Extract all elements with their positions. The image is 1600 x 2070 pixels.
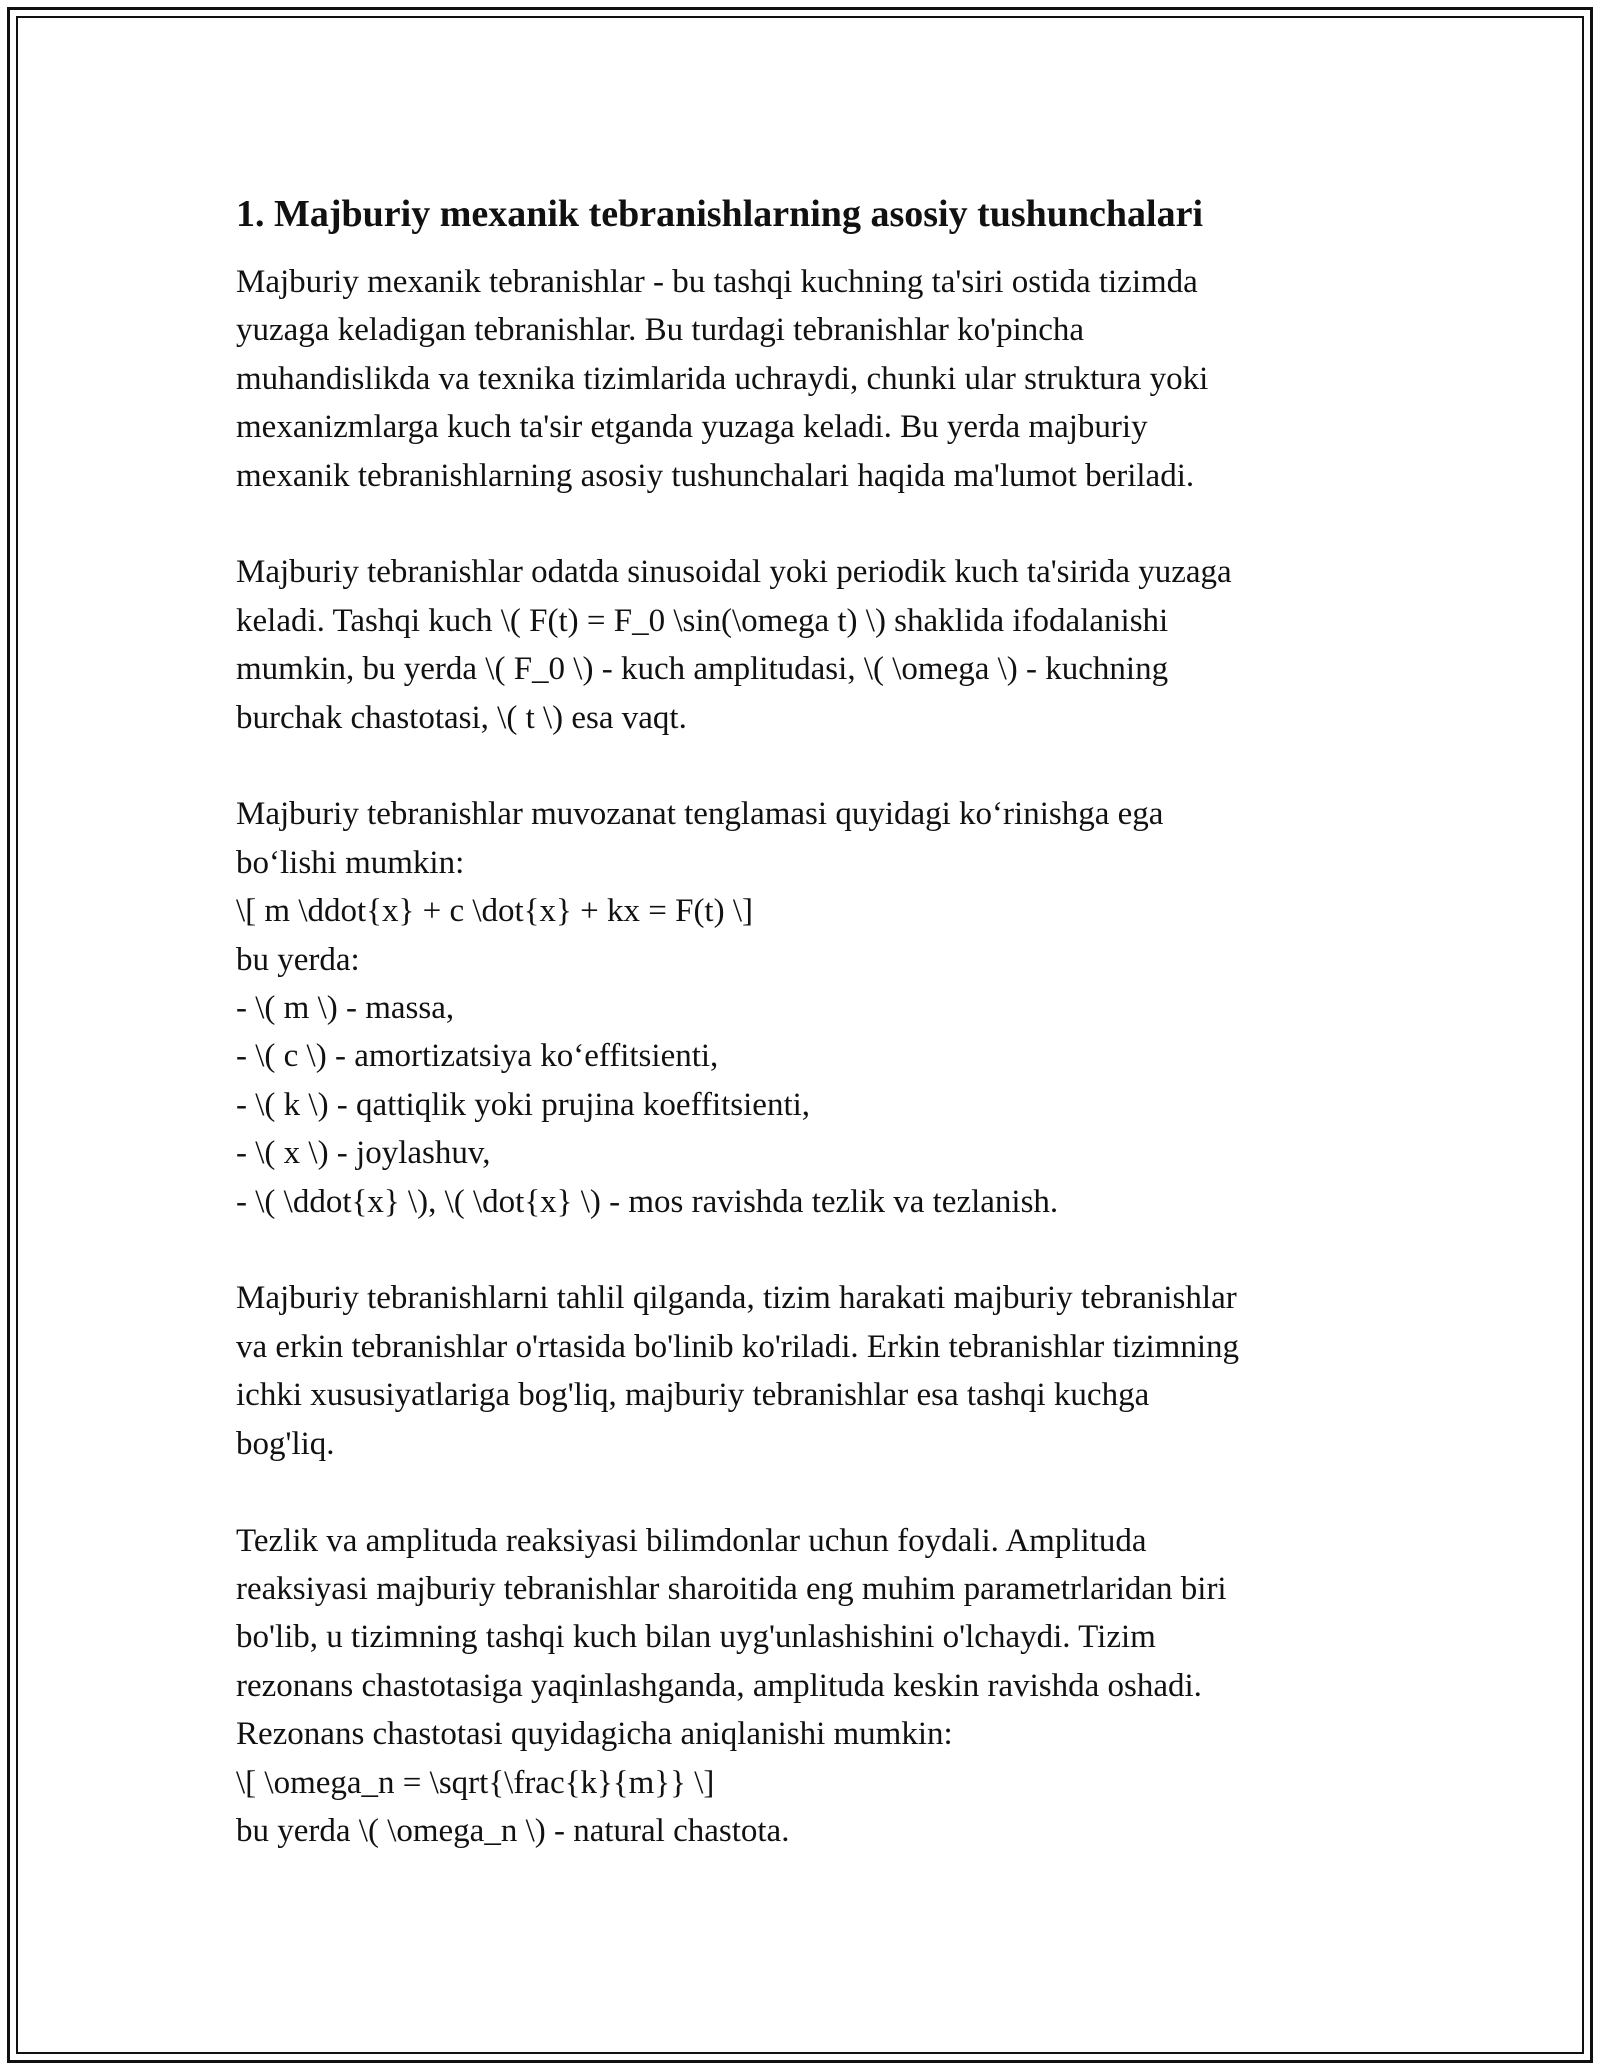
equation-line: \[ \omega_n = \sqrt{\frac{k}{m}} \]	[236, 1764, 715, 1801]
list-item: - \( c \) - amortizatsiya koʻeffitsienti,	[236, 1038, 719, 1075]
text-line: muhandislikda va texnika tizimlarida uchraydi, chunki ular struktura yoki	[236, 360, 1209, 397]
text-line: Majburiy tebranishlar odatda sinusoidal yoki periodik kuch ta'sirida yuzaga	[236, 554, 1232, 591]
text-line: burchak chastotasi, \( t \) esa vaqt.	[236, 699, 687, 736]
document-body	[236, 188, 1376, 1904]
text-line: Majburiy mexanik tebranishlar - bu tashqi kuchning ta'siri ostida tizimda	[236, 264, 1198, 300]
list-item: - \( x \) - joylashuv,	[236, 1135, 491, 1172]
text-line: va erkin tebranishlar o'rtasida bo'linib ko'riladi. Erkin tebranishlar tizimning	[236, 1328, 1239, 1365]
text-line: Majburiy tebranishlar muvozanat tenglamasi quyidagi koʻrinishga ega	[236, 796, 1164, 833]
text-line: Rezonans chastotasi quyidagicha aniqlanishi mumkin:	[236, 1716, 953, 1753]
text-line: bog'liq.	[236, 1425, 335, 1462]
list-item: - \( m \) - massa,	[236, 990, 455, 1027]
text-line: keladi. Tashqi kuch \( F(t) = F_0 \sin(\omega t) \) shaklida ifodalanishi	[236, 602, 1169, 639]
text-line: reaksiyasi majburiy tebranishlar sharoitida eng muhim parametrlaridan biri	[236, 1570, 1227, 1607]
section-heading: 1. Majburiy mexanik tebranishlarning asosiy tushunchalari	[236, 193, 1204, 235]
text-line: mexanik tebranishlarning asosiy tushunchalari haqida ma'lumot beriladi.	[236, 457, 1195, 494]
text-line: bo'lib, u tizimning tashqi kuch bilan uyg'unlashishini o'lchaydi. Tizim	[236, 1619, 1156, 1656]
list-item: - \( k \) - qattiqlik yoki prujina koeffitsienti,	[236, 1086, 811, 1123]
list-item: - \( \ddot{x} \), \( \dot{x} \) - mos ravishda tezlik va tezlanish.	[236, 1183, 1059, 1220]
text-line: Tezlik va amplituda reaksiyasi bilimdonlar uchun foydali. Amplituda	[236, 1522, 1147, 1559]
paragraph-intro	[236, 258, 1376, 500]
text-line: bu yerda \( \omega_n \) - natural chastota.	[236, 1812, 790, 1849]
equation-line: \[ m \ddot{x} + c \dot{x} + kx = F(t) \]	[236, 893, 753, 930]
paragraph-analysis	[236, 1274, 1376, 1468]
text-line: rezonans chastotasiga yaqinlashganda, amplituda keskin ravishda oshadi.	[236, 1667, 1202, 1704]
paragraph-resonance	[236, 1517, 1376, 1856]
text-line: Majburiy tebranishlarni tahlil qilganda, tizim harakati majburiy tebranishlar	[236, 1280, 1237, 1317]
text-line: boʻlishi mumkin:	[236, 844, 465, 881]
paragraph-equation	[236, 790, 1376, 1226]
text-line: bu yerda:	[236, 941, 360, 978]
text-line: ichki xususiyatlariga bog'liq, majburiy tebranishlar esa tashqi kuchga	[236, 1377, 1150, 1414]
text-line: yuzaga keladigan tebranishlar. Bu turdagi tebranishlar ko'pincha	[236, 312, 1085, 349]
text-line: mumkin, bu yerda \( F_0 \) - kuch amplitudasi, \( \omega \) - kuchning	[236, 651, 1169, 688]
text-line: mexanizmlarga kuch ta'sir etganda yuzaga keladi. Bu yerda majburiy	[236, 409, 1148, 446]
paragraph-force	[236, 548, 1376, 742]
